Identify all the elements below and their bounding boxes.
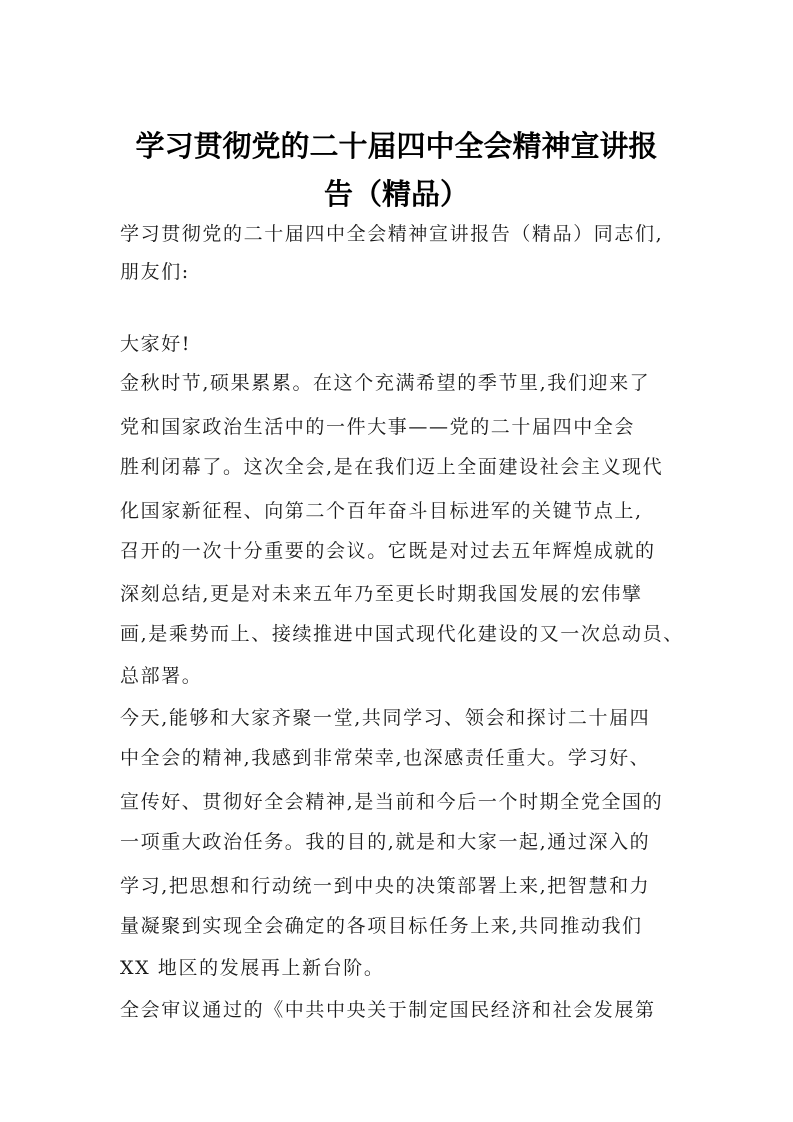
body-line: XX 地区的发展再上新台阶。: [120, 957, 385, 979]
body-line: 全会审议通过的《中共中央关于制定国民经济和社会发展第: [120, 999, 656, 1021]
body-line: 党和国家政治生活中的一件大事——党的二十届四中全会: [120, 416, 636, 438]
document-title-line-1: 学习贯彻党的二十届四中全会精神宣讲报: [135, 129, 658, 163]
body-line: 大家好!: [120, 333, 192, 355]
body-line: 胜利闭幕了。这次全会,是在我们迈上全面建设社会主义现代: [120, 456, 664, 478]
body-line: 学习贯彻党的二十届四中全会精神宣讲报告（精品）同志们,: [120, 223, 664, 245]
document-title-line-2: 告（精品）: [323, 177, 469, 211]
body-line: 朋友们:: [120, 261, 190, 283]
body-line: 金秋时节,硕果累累。在这个充满希望的季节里,我们迎来了: [120, 372, 651, 394]
body-line: 召开的一次十分重要的会议。它既是对过去五年辉煌成就的: [120, 540, 656, 562]
body-line: 总部署。: [120, 665, 203, 687]
body-line: 化国家新征程、向第二个百年奋斗目标进军的关键节点上,: [120, 500, 643, 522]
body-line: 中全会的精神,我感到非常荣幸,也深感责任重大。学习好、: [120, 747, 651, 769]
body-line: 深刻总结,更是对未来五年乃至更长时期我国发展的宏伟擘: [120, 583, 643, 605]
body-line: 今天,能够和大家齐聚一堂,共同学习、领会和探讨二十届四: [120, 707, 651, 729]
body-line: 一项重大政治任务。我的目的,就是和大家一起,通过深入的: [120, 831, 651, 853]
body-line: 宣传好、贯彻好全会精神,是当前和今后一个时期全党全国的: [120, 791, 664, 813]
body-line: 画,是乘势而上、接续推进中国式现代化建设的又一次总动员、: [120, 623, 684, 645]
body-line: 量凝聚到实现全会确定的各项目标任务上来,共同推动我们: [120, 915, 643, 937]
body-line: 学习,把思想和行动统一到中央的决策部署上来,把智慧和力: [120, 875, 651, 897]
